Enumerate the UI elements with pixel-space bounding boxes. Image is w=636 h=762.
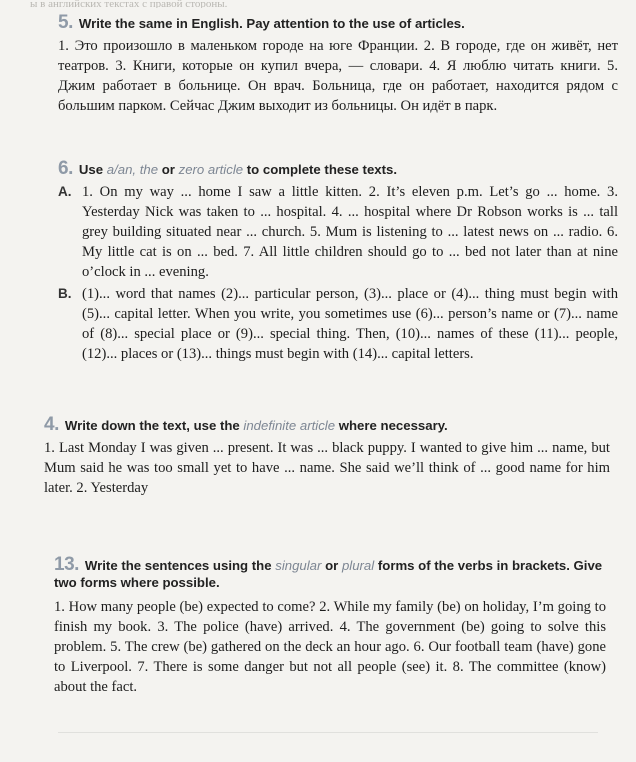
exercise-4 xyxy=(44,416,610,498)
exercise-5-text: 1. Это произошло в маленьком городе на юге Франции. 2. В городе, где он живёт, нет театров. 3. Книги, которые он купил вчера, — словари. 4. Я люблю читать книги. 5. Джим работает в больнице. Он врач. Больница, где он работает, находится рядом с большим парком. Сейчас Джим выходит из больницы. Он идёт в парк. xyxy=(58,38,618,114)
part-b-text: (1)... word that names (2)... particular person, (3)... place or (4)... thing must begin with (5)... capital letter. When you write, you sometimes use (6)... person’s name or (7)... name of (8)... special place or (9)... special thing. Then, (10)... names of these (11)... people, (12)... places or (13)... things must begin with (14)... capital letters. xyxy=(82,286,618,362)
exercise-6-title-pre: Use xyxy=(78,162,104,177)
exercise-5-title: Write the same in English. Pay attention to the use of articles. xyxy=(78,16,465,31)
exercise-6-title-post: to complete these texts. xyxy=(246,162,397,177)
exercise-13-text: 1. How many people (be) expected to come? 2. While my family (be) on holiday, I’m going to finish my book. 3. The police (have) arrived. 4. The government (be) going to solve this problem. 5. The crew (be) gathered on the deck an hour ago. 6. Our football team (have) gone to Liverpool. 7. There is some danger but not all people (see) it. 8. The committee (know) about the fact. xyxy=(54,599,606,695)
exercise-5-number: 5. xyxy=(58,12,73,33)
divider xyxy=(58,732,598,733)
top-bleed-text: ы в английских текстах с правой стороны. xyxy=(30,0,228,8)
exercise-6-title-em1: a/an, the xyxy=(106,162,159,177)
exercise-4-text: 1. Last Monday I was given ... present. It was ... black puppy. I wanted to give him ... name, but Mum said he was too small yet to have ... name. She said we’ll think of ... good name for him later. 2. Yesterday xyxy=(44,440,610,496)
exercise-13-title-em1: singular xyxy=(275,558,322,573)
exercise-13 xyxy=(54,556,606,697)
exercise-13-title-post: forms of the verbs in brackets. Give two forms where possible. xyxy=(54,558,603,590)
part-a-label: A. xyxy=(58,184,72,199)
exercise-6-part-b xyxy=(58,284,618,364)
exercise-13-number: 13. xyxy=(54,554,79,575)
exercise-6 xyxy=(58,160,618,364)
exercise-13-heading xyxy=(54,556,606,591)
exercise-5 xyxy=(58,14,618,116)
part-a-text: 1. On my way ... home I saw a little kitten. 2. It’s eleven p.m. Let’s go ... home. 3. Yesterday Nick was taken to ... hospital. 4. ... hospital where Dr Robson works is ... tall grey building situated near ... church. 5. Mum is listening to ... latest news on ... radio. 6. My little cat is on ... bed. 7. All little children should go to ... bed not later than at nine o’clock in ... evening. xyxy=(82,184,618,280)
exercise-13-title-em2: plural xyxy=(341,558,375,573)
exercise-4-heading xyxy=(44,416,610,434)
exercise-6-heading xyxy=(58,160,618,178)
exercise-6-number: 6. xyxy=(58,158,73,179)
exercise-13-title-mid: or xyxy=(325,558,339,573)
exercise-5-heading xyxy=(58,14,618,32)
exercise-4-number: 4. xyxy=(44,414,59,435)
part-b-label: B. xyxy=(58,286,72,301)
exercise-4-title-pre: Write down the text, use the xyxy=(64,418,240,433)
exercise-6-part-a xyxy=(58,182,618,282)
exercise-6-title-mid: or xyxy=(161,162,175,177)
exercise-4-title-em: indefinite article xyxy=(243,418,336,433)
exercise-13-title-pre: Write the sentences using the xyxy=(84,558,272,573)
exercise-4-title-post: where necessary. xyxy=(338,418,448,433)
exercise-6-title-em2: zero article xyxy=(178,162,244,177)
